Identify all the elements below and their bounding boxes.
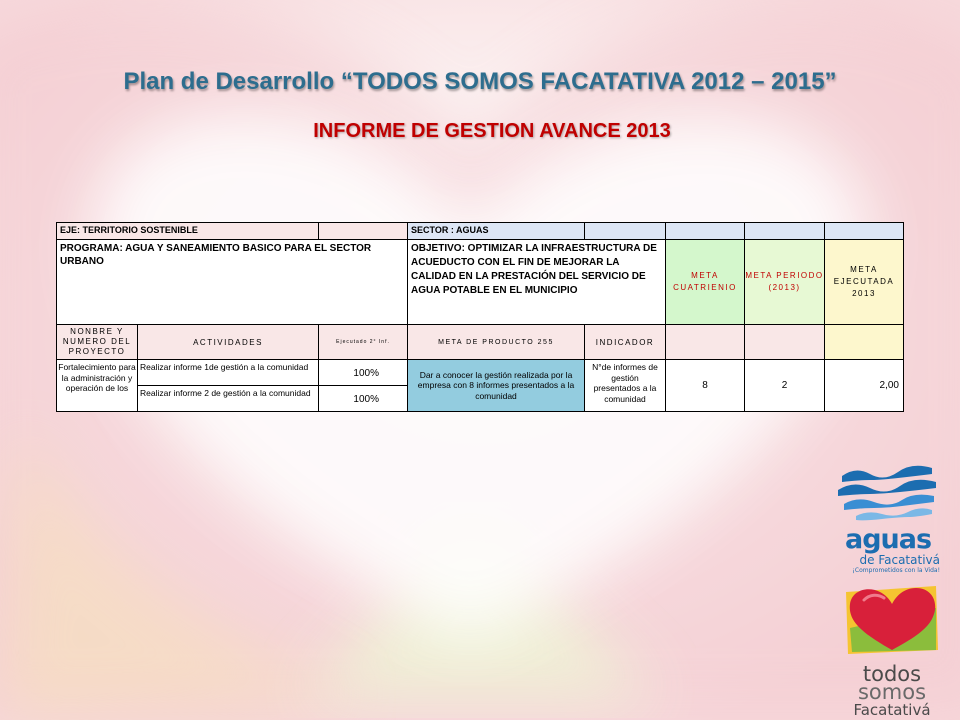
actividad-2-label: Realizar informe 2 de gestión a la comunidad <box>140 388 311 398</box>
header-indicador-label: INDICADOR <box>595 337 655 347</box>
meta-ejecutada-header <box>824 239 904 325</box>
valor-ejecutado: 2,00 <box>879 380 899 391</box>
objetivo-cell <box>407 239 666 325</box>
sector-label: SECTOR : AGUAS <box>411 225 489 235</box>
header-empty-3 <box>824 324 904 360</box>
proyecto-cell <box>56 359 138 412</box>
valor-periodo: 2 <box>781 380 788 391</box>
valor-cuatrienio-cell <box>665 359 745 412</box>
objetivo-label: OBJETIVO: OPTIMIZAR LA INFRAESTRUCTURA DE ACUEDUCTO CON EL FIN DE MEJORAR LA CALIDAD EN LA PRESTACIÓN DEL SERVICIO DE AGUA POTABLE EN EL MUNICIPIO <box>411 243 657 296</box>
meta-ejecutada-label: META EJECUTADA 2013 <box>833 265 895 298</box>
sector-filler-4 <box>824 222 904 240</box>
header-proyecto-label: NONBRE Y NUMERO DEL PROYECTO <box>62 327 132 356</box>
sector-filler-3 <box>744 222 825 240</box>
eje-filler-cell <box>318 222 408 240</box>
ejecutado-1-cell <box>318 359 408 386</box>
page-title: Plan de Desarrollo “TODOS SOMOS FACATATIVA 2012 – 2015” <box>123 68 837 95</box>
programa-label: PROGRAMA: AGUA Y SANEAMIENTO BASICO PARA EL SECTOR URBANO <box>60 243 372 267</box>
eje-label: EJE: TERRITORIO SOSTENIBLE <box>60 225 198 235</box>
valor-periodo-cell <box>744 359 825 412</box>
aguas-logo-subtext: de Facatativá <box>859 553 940 567</box>
meta-periodo-label: META PERIODO <box>745 271 824 280</box>
header-empty-2 <box>744 324 825 360</box>
meta-periodo-header <box>744 239 825 325</box>
aguas-logo-tagline: ¡Comprometidos con la Vida! <box>852 567 940 574</box>
page-subtitle: INFORME DE GESTION AVANCE 2013 <box>313 120 671 142</box>
indicador-value: N°de informes de gestión presentados a la comunidad <box>592 362 658 404</box>
meta-producto-value: Dar a conocer la gestión realizada por la empresa con 8 informes presentados a la comunidad <box>417 369 575 401</box>
todos-logo-line2: somos <box>857 680 927 704</box>
programa-cell <box>56 239 408 325</box>
header-ejecutado <box>318 324 408 360</box>
header-empty-1 <box>665 324 745 360</box>
header-meta-producto-label: META DE PRODUCTO 255 <box>438 338 554 346</box>
proyecto-value: Fortalecimiento para la administración y operación de los <box>58 362 136 393</box>
report-table <box>56 222 904 412</box>
actividad-1-label: Realizar informe 1de gestión a la comunidad <box>140 362 309 372</box>
header-proyecto <box>56 324 138 360</box>
header-indicador <box>584 324 666 360</box>
waves-icon <box>836 462 940 522</box>
header-meta-producto <box>407 324 585 360</box>
aguas-logo-text: aguas <box>844 524 932 555</box>
meta-periodo-year: (2013) <box>768 283 801 292</box>
ejecutado-1-value: 100% <box>353 368 379 379</box>
valor-cuatrienio: 8 <box>702 380 708 391</box>
sector-filler-1 <box>584 222 666 240</box>
meta-producto-cell <box>407 359 585 412</box>
header-ejecutado-label: Ejecutado 2° Inf. <box>336 338 390 345</box>
todos-somos-logo <box>840 580 944 719</box>
header-actividades-label: ACTIVIDADES <box>193 337 263 347</box>
aguas-logo <box>836 462 940 576</box>
actividad-2-cell <box>137 385 319 412</box>
todos-logo-line1: todos <box>862 662 922 686</box>
actividad-1-cell <box>137 359 319 386</box>
todos-logo-line3: Facatativá <box>853 701 931 719</box>
heart-icon <box>840 580 944 660</box>
valor-ejecutado-cell <box>824 359 904 412</box>
ejecutado-2-cell <box>318 385 408 412</box>
header-actividades <box>137 324 319 360</box>
meta-cuatrienio-header <box>665 239 745 325</box>
eje-cell <box>56 222 319 240</box>
sector-filler-2 <box>665 222 745 240</box>
ejecutado-2-value: 100% <box>353 394 379 405</box>
sector-cell <box>407 222 585 240</box>
meta-cuatrienio-label: META CUATRIENIO <box>673 271 737 292</box>
indicador-cell <box>584 359 666 412</box>
